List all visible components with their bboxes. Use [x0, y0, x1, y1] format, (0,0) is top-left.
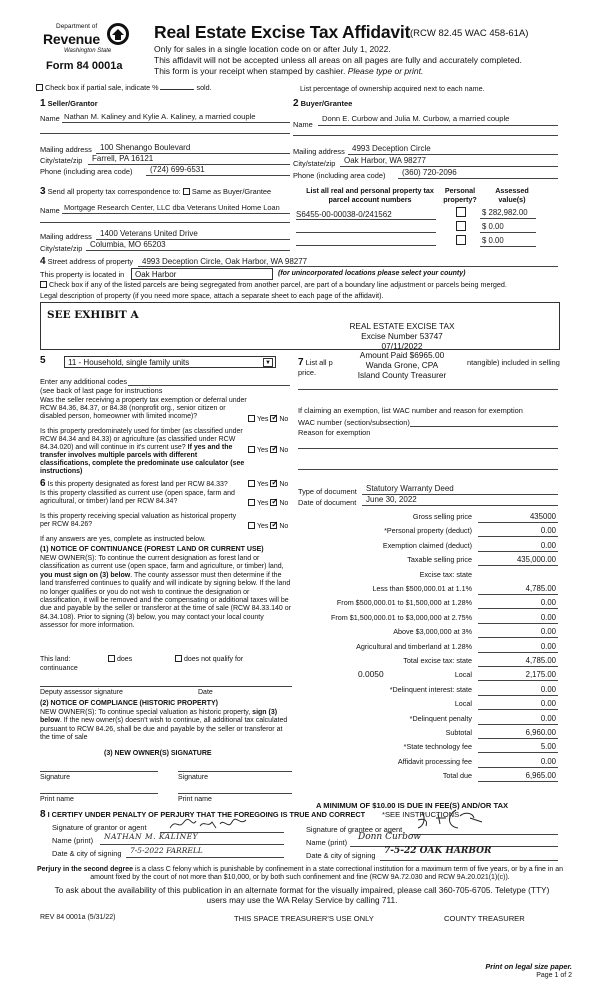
- doc-date-label: Date of document: [298, 498, 357, 507]
- does-label: does: [117, 656, 133, 663]
- exemption-no-checkbox[interactable]: [270, 415, 277, 422]
- exhibit-text: SEE EXHIBIT A: [47, 309, 139, 321]
- header-line3-wrap: [154, 66, 423, 76]
- tax-row-underline: [478, 652, 558, 653]
- seller-city-field[interactable]: Farrell, PA 16121: [92, 154, 154, 163]
- tax-row: [296, 656, 558, 668]
- segregated-row: [40, 281, 507, 290]
- tax-row-underline: [478, 594, 558, 595]
- forest-yes-checkbox[interactable]: [248, 480, 255, 487]
- form-citation: (RCW 82.45 WAC 458-61A): [410, 28, 529, 39]
- tax-row-underline: [478, 680, 558, 681]
- historic-yesno: [248, 522, 288, 532]
- sec7-number: 7: [298, 357, 304, 368]
- timber-no-label: No: [279, 447, 289, 454]
- same-as-buyer-checkbox[interactable]: [183, 188, 190, 195]
- perjury-note: [32, 866, 568, 882]
- does-not-option: [175, 655, 243, 665]
- tax-row-value[interactable]: 2,175.00: [525, 670, 556, 680]
- tax-row-label: Local: [454, 670, 472, 680]
- corr-section-number: 3: [40, 186, 46, 197]
- corr-mail-field[interactable]: 1400 Veterans United Drive: [100, 229, 198, 238]
- doc-date-field[interactable]: June 30, 2022: [366, 495, 417, 504]
- notice-compliance-text-a: NEW OWNER(S): To continue special valuation as historic property,: [40, 709, 251, 716]
- corr-city-field[interactable]: Columbia, MO 65203: [90, 240, 166, 249]
- historic-no-checkbox[interactable]: [270, 522, 277, 529]
- does-not-checkbox[interactable]: [175, 655, 182, 662]
- exemption-yes-label: Yes: [257, 416, 269, 423]
- tax-row-underline: [478, 551, 558, 552]
- claim-exemption-label: If claiming an exemption, list WAC number and reason for exemption: [298, 406, 523, 415]
- see-instructions: *SEE INSTRUCTIONS: [382, 810, 460, 819]
- notice-continuance-text-c: . The county assessor must then determine if the land transferred continues to qualify and will indicate by signing below. If the land no longer qualifies or you do not wish to continue the designation or classification, it will be removed and the compensating or additional taxes will be due and payable by the seller or transferor at the time of sale (RCW 84.33.140 or 84.34.108). Prior to signing (3) below, you may contact your local county assessor for more information.: [40, 571, 291, 630]
- tax-row-label: Above $3,000,000 at 3%: [393, 627, 472, 637]
- form-revision: REV 84 0001a (5/31/22): [40, 914, 116, 921]
- seller-heading-label: Seller/Grantor: [47, 99, 98, 108]
- stamp-line4: Amount Paid $6965.00: [359, 350, 445, 361]
- corr-name-label: Name: [40, 206, 60, 215]
- stamp-line1: REAL ESTATE EXCISE TAX: [349, 321, 455, 331]
- tax-row-underline: [478, 536, 558, 537]
- segregated-checkbox[interactable]: [40, 281, 47, 288]
- tax-row-underline: [478, 752, 558, 753]
- seller-mail-label: Mailing address: [40, 145, 92, 154]
- tax-row-label: Total excise tax: state: [403, 656, 472, 665]
- partial-pct-field[interactable]: [160, 89, 194, 90]
- seller-mail-field[interactable]: 100 Shenango Boulevard: [100, 143, 191, 152]
- if-yes-note: If any answers are yes, complete as instructed below.: [40, 536, 206, 543]
- exemption-no-label: No: [279, 416, 289, 423]
- assessed-value-3[interactable]: $ 0.00: [482, 236, 504, 245]
- sec8-number: 8: [40, 809, 46, 820]
- timber-yes-checkbox[interactable]: [248, 446, 255, 453]
- grantor-signature-scribble: [168, 816, 248, 832]
- ownership-note: List percentage of ownership acquired next to each name.: [300, 84, 485, 93]
- tax-row-underline: [478, 565, 558, 566]
- timber-question: [40, 428, 248, 476]
- tax-row-label: From $1,500,000.01 to $3,000,000 at 2.75%: [330, 612, 472, 622]
- street-section-number: 4: [40, 256, 46, 267]
- buyer-section-number: 2: [293, 98, 299, 109]
- grantee-signature-label-text: Signature of grantee or agent: [306, 825, 403, 834]
- buyer-phone-field[interactable]: (360) 720-2096: [402, 168, 457, 177]
- sec6-number: 6: [40, 478, 46, 489]
- corr-mail-label: Mailing address: [40, 232, 92, 241]
- historic-question: Is this property receiving special valuation as historical property per RCW 84.26?: [40, 513, 237, 529]
- grantee-signature-scribble: [412, 808, 496, 832]
- owner-signature-label-1: Signature: [40, 774, 70, 781]
- current-use-no-label: No: [279, 500, 289, 507]
- street-address-field[interactable]: 4993 Deception Circle, Oak Harbor, WA 98277: [142, 257, 308, 266]
- forest-land-question: Is this property designated as forest land per RCW 84.33?: [47, 481, 228, 488]
- tax-row-value[interactable]: 6,965.00: [525, 771, 556, 781]
- dor-state-text: Washington State: [64, 48, 112, 54]
- tax-row-value[interactable]: 0.00: [540, 699, 556, 709]
- personal-property-checkbox-1[interactable]: [456, 207, 466, 217]
- same-as-buyer-label: Same as Buyer/Grantee: [191, 187, 272, 196]
- located-note: (for unincorporated locations please select your county): [278, 270, 466, 277]
- buyer-heading: [293, 98, 352, 110]
- header-line3: This form is your receipt when stamped by cashier.: [154, 66, 346, 76]
- legal-paper-note: Print on legal size paper.: [485, 962, 572, 971]
- seller-phone-field[interactable]: (724) 699-6531: [150, 165, 205, 174]
- partial-sale-row: [36, 84, 212, 93]
- tax-row-value[interactable]: 0.00: [540, 641, 556, 651]
- seller-phone-label: Phone (including area code): [40, 167, 133, 176]
- tax-row: [296, 771, 558, 783]
- tax-row-underline: [478, 522, 558, 523]
- assessed-value-1[interactable]: $ 282,982.00: [482, 208, 528, 217]
- personal-property-col-header: Personal property?: [443, 186, 477, 204]
- corr-heading: [40, 186, 271, 198]
- street-label: Street address of property: [47, 257, 134, 266]
- tax-row-value[interactable]: 435000: [529, 512, 556, 521]
- form-number: Form 84 0001a: [46, 60, 123, 72]
- tax-row-value[interactable]: 5.00: [540, 742, 556, 752]
- tax-row: [296, 570, 558, 582]
- tax-row-value[interactable]: 0.00: [540, 598, 556, 608]
- tax-row: [296, 541, 558, 553]
- tax-row-underline: [478, 695, 558, 696]
- grantee-name-print[interactable]: Donn Curbow: [358, 832, 421, 842]
- deputy-signature-label: Deputy assessor signature: [40, 689, 123, 696]
- tax-row: [296, 757, 558, 769]
- notice-compliance-text-c: . If the new owner(s) doesn't wish to continue, all additional tax calculated pursuant to RCW 84.26, shall be due and payable by the seller or transferor at the time of sale: [40, 717, 288, 742]
- buyer-city-label: City/state/zip: [293, 159, 336, 168]
- form-title: Real Estate Excise Tax Affidavit: [154, 22, 411, 42]
- tax-row-value[interactable]: 435,000.00: [516, 555, 556, 565]
- tax-row: [296, 598, 558, 610]
- timber-question-bold: If yes and the transfer involves multiple parcels with different classifications, complete the predominate use calculator (see instructions): [40, 444, 245, 476]
- does-checkbox[interactable]: [108, 655, 115, 662]
- seller-city-label: City/state/zip: [40, 156, 83, 165]
- located-label: This property is located in: [40, 270, 125, 279]
- tax-row-label: Affidavit processing fee: [397, 756, 472, 766]
- perjury-note-text: is a class C felony which is punishable by confinement in a state correctional institution for a maximum term of five years, or by a fine in an amount fixed by the court of not more than $10,000, or by both such confinement and fine (RCW 9A.72.030 and RCW 9A.20.021(1)(c)).: [90, 866, 564, 882]
- tax-row-underline: [478, 709, 558, 710]
- tax-row-value[interactable]: 4,785.00: [525, 656, 556, 665]
- tax-row: [296, 512, 558, 524]
- tax-row: [296, 714, 558, 726]
- wac-label: WAC number (section/subsection): [298, 418, 410, 427]
- tax-row-value[interactable]: 0.00: [540, 612, 556, 622]
- partial-sale-checkbox[interactable]: [36, 84, 43, 91]
- chevron-down-icon: ▼: [263, 358, 273, 367]
- tax-row: [296, 670, 558, 682]
- tax-row: [296, 526, 558, 538]
- stamp-line3: 07/11/2022: [381, 340, 423, 351]
- corr-name-field[interactable]: Mortgage Research Center, LLC dba Veterans United Home Loan: [64, 203, 280, 212]
- timber-no-checkbox[interactable]: [270, 446, 277, 453]
- owner-print-name-label-1: Print name: [40, 796, 74, 803]
- tax-row-value[interactable]: 0.00: [540, 713, 556, 723]
- county-treasurer-label: COUNTY TREASURER: [444, 914, 525, 923]
- minimum-due-note: A MINIMUM OF $10.00 IS DUE IN FEE(S) AND/OR TAX: [316, 801, 509, 810]
- timber-yesno: [248, 446, 288, 456]
- sec5-number: 5: [40, 355, 46, 366]
- tax-row: [296, 742, 558, 754]
- sec7-text-a: List all p: [305, 358, 333, 367]
- tax-row: [296, 685, 558, 697]
- header-line1: Only for sales in a single location code on or after July 1, 2022.: [154, 44, 391, 54]
- notice-compliance-body: [40, 709, 292, 743]
- seller-heading: [40, 98, 98, 110]
- tax-row-value[interactable]: 0.00: [540, 526, 556, 536]
- tax-table: [296, 512, 558, 792]
- legal-desc-label: Legal description of property (if you need more space, attach a separate sheet to each page of the affidavit).: [40, 291, 384, 300]
- assessed-value-2[interactable]: $ 0.00: [482, 222, 504, 231]
- tax-row-label: Excise tax: state: [419, 569, 472, 579]
- tax-row-underline: [478, 767, 558, 768]
- tax-row-underline: [478, 781, 558, 782]
- segregated-label: Check box if any of the listed parcels are being segregated from another parcel, are part of a boundary line adjustment or parcels being merged.: [49, 280, 507, 289]
- grantor-signature-label: Signature of grantor or agent: [52, 823, 147, 832]
- tax-row-underline: [478, 623, 558, 624]
- tax-row: [296, 555, 558, 567]
- corr-city-label: City/state/zip: [40, 244, 83, 253]
- tax-row-underline: [478, 637, 558, 638]
- tax-row: [296, 728, 558, 740]
- tax-row-label: From $500,000.01 to $1,500,000 at 1.28%: [336, 598, 472, 608]
- current-use-yesno: [248, 499, 288, 509]
- header-line3-italic: Please type or print.: [347, 66, 424, 76]
- buyer-name-field[interactable]: Donn E. Curbow and Julia M. Curbow, a married couple: [322, 114, 510, 123]
- parcel-row-1[interactable]: S6455-00-00038-0/241562: [296, 210, 392, 219]
- tax-row: [296, 627, 558, 639]
- does-option: [108, 655, 132, 665]
- tax-row-value[interactable]: 0.00: [540, 540, 556, 550]
- grantor-date-city[interactable]: 7-5-2022 FARRELL: [130, 846, 203, 855]
- notice-compliance-title: (2) NOTICE OF COMPLIANCE (HISTORIC PROPERTY): [40, 700, 218, 707]
- buyer-city-field[interactable]: Oak Harbor, WA 98277: [344, 156, 426, 165]
- partial-sale-label: Check box if partial sale, indicate %: [45, 83, 159, 92]
- tax-row-underline: [478, 724, 558, 725]
- header-line2: This affidavit will not be accepted unless all areas on all pages are fully and accurately completed.: [154, 55, 522, 65]
- page-number: Page 1 of 2: [536, 972, 572, 979]
- personal-property-checkbox-2[interactable]: [456, 221, 466, 231]
- tax-row-value[interactable]: 0.00: [540, 627, 556, 637]
- tax-row-label: Local: [454, 699, 472, 709]
- personal-property-checkbox-3[interactable]: [456, 235, 466, 245]
- seller-name-label: Name: [40, 114, 60, 123]
- tax-row-label: Total due: [442, 771, 472, 781]
- dor-dept-text: Department of: [56, 23, 98, 30]
- continuance-label: continuance: [40, 665, 78, 672]
- tax-row-label: *State technology fee: [403, 742, 472, 752]
- buyer-phone-label: Phone (including area code): [293, 171, 386, 180]
- located-select[interactable]: Oak Harbor: [131, 268, 273, 280]
- buyer-heading-label: Buyer/Grantee: [300, 99, 353, 108]
- alt-format-note: To ask about the availability of this publication in an alternate format for the visually impaired, please call 360-705-6705. Teletype (TTY) users may use the WA Relay Service by calling 711.: [54, 885, 550, 905]
- grantor-date-city-label: Date & city of signing: [52, 849, 122, 858]
- exemption-yes-checkbox[interactable]: [248, 415, 255, 422]
- owner-print-name-label-2: Print name: [178, 796, 212, 803]
- doc-type-field[interactable]: Statutory Warranty Deed: [366, 484, 454, 493]
- tax-row-label: *Delinquent penalty: [409, 713, 472, 723]
- timber-question-text: Is this property predominately used for timber (as classified under RCW 84.34 and 84.33) or agriculture (as classified under RCW 84.34.020) and will continue in it's current use?: [40, 428, 243, 452]
- tax-row-label: Exemption claimed (deduct): [382, 540, 472, 550]
- grantee-name-print-label: Name (print): [306, 838, 348, 847]
- tax-row-label: Subtotal: [445, 728, 472, 737]
- does-not-label: does not qualify for: [184, 656, 244, 663]
- buyer-name-label: Name: [293, 120, 313, 129]
- tax-row-label: Taxable selling price: [407, 555, 472, 565]
- exemption-reason-label: Reason for exemption: [298, 428, 371, 437]
- notice-continuance-text-a: NEW OWNER(S): To continue the current designation as forest land or classification as current use (open space, farm and agriculture, or timber) land,: [40, 555, 284, 571]
- additional-codes-label: Enter any additional codes: [40, 377, 128, 386]
- grantor-name-print-label: Name (print): [52, 836, 94, 845]
- historic-yes-label: Yes: [257, 523, 269, 530]
- dor-logo-mark: [106, 23, 130, 45]
- tax-row-underline: [478, 738, 558, 739]
- new-owner-signature-title: (3) NEW OWNER(S) SIGNATURE: [104, 750, 212, 757]
- grantee-signature[interactable]: [412, 808, 496, 834]
- certify-text: I CERTIFY UNDER PENALTY OF PERJURY THAT THE FOREGOING IS TRUE AND CORRECT: [47, 810, 366, 819]
- stamp-line2: Excise Number 53747: [361, 330, 443, 341]
- current-use-yes-label: Yes: [257, 500, 269, 507]
- tax-row-underline: [478, 666, 558, 667]
- exemption-yesno: [248, 415, 288, 425]
- buyer-mail-field[interactable]: 4993 Deception Circle: [352, 144, 431, 153]
- deputy-date-label: Date: [198, 689, 213, 696]
- stamp-line5: Wanda Grone, CPA: [365, 360, 439, 371]
- local-rate: 0.0050: [358, 669, 384, 679]
- tax-row: [296, 613, 558, 625]
- current-use-question: Is this property classified as current use (open space, farm and agricultural, or timber) land per RCW 84.34?: [40, 490, 235, 506]
- sec7-price: price.: [298, 368, 317, 377]
- tax-row-underline: [478, 608, 558, 609]
- sec7-text-b: ntangible) included in selling: [467, 358, 560, 367]
- tax-row-value[interactable]: 4,785.00: [525, 584, 556, 593]
- historic-yes-checkbox[interactable]: [248, 522, 255, 529]
- exemption-question: Was the seller receiving a property tax exemption or deferral under RCW 84.36, 84.37, or 84.38 (nonprofit org., senior citizen or disabled person, homeowner with limited income)?: [40, 397, 247, 421]
- forest-no-checkbox[interactable]: [270, 480, 277, 487]
- current-use-yes-checkbox[interactable]: [248, 499, 255, 506]
- grantee-date-city-label: Date & city of signing: [306, 851, 376, 860]
- stamp-line6: Island County Treasurer: [357, 369, 447, 380]
- notice-compliance-text-b: sign (3) below: [40, 709, 278, 725]
- tax-row-value[interactable]: 0.00: [540, 684, 556, 694]
- notice-continuance-body: [40, 555, 292, 631]
- buyer-mail-label: Mailing address: [293, 147, 345, 156]
- treasurer-stamp: [318, 322, 486, 381]
- seller-name-field[interactable]: Nathan M. Kaliney and Kylie A. Kaliney, a married couple: [64, 112, 256, 121]
- corr-label: Send all property tax correspondence to:: [47, 187, 181, 196]
- notice-continuance-text-b: you must sign on (3) below: [40, 571, 131, 579]
- dor-revenue-text: Revenue: [43, 31, 100, 47]
- grantee-date-city[interactable]: 7-5-22 OAK HARBOR: [384, 846, 492, 856]
- partial-sold-label: sold.: [196, 83, 212, 92]
- grantor-name-print[interactable]: NATHAN M. KALINEY: [104, 832, 199, 841]
- notice-continuance-title: (1) NOTICE OF CONTINUANCE (FOREST LAND OR CURRENT USE): [40, 546, 264, 553]
- see-back-label: (see back of last page for instructions: [40, 386, 163, 395]
- tax-row-label: Less than $500,000.01 at 1.1%: [372, 584, 472, 593]
- seller-section-number: 1: [40, 98, 46, 109]
- perjury-note-bold: Perjury in the second degree: [36, 866, 134, 873]
- historic-no-label: No: [279, 523, 289, 530]
- this-land-label: This land:: [40, 656, 71, 663]
- tax-row-label: *Delinquent interest: state: [389, 684, 472, 694]
- parcels-col-header: List all real and personal property tax parcel account numbers: [306, 186, 434, 204]
- tax-row: [296, 584, 558, 596]
- tax-row-label: Gross selling price: [412, 512, 472, 521]
- tax-row-label: Agricultural and timberland at 1.28%: [356, 641, 472, 651]
- treasurer-only-label: THIS SPACE TREASURER'S USE ONLY: [234, 914, 374, 923]
- timber-yes-label: Yes: [257, 447, 269, 454]
- forest-yesno: [248, 480, 288, 490]
- land-use-value: 11 - Household, single family units: [68, 358, 190, 367]
- tax-row: [296, 642, 558, 654]
- tax-row-value[interactable]: 0.00: [540, 756, 556, 766]
- forest-yes-label: Yes: [257, 481, 269, 488]
- tax-row-value[interactable]: 6,960.00: [525, 728, 556, 737]
- forest-no-label: No: [279, 481, 289, 488]
- current-use-no-checkbox[interactable]: [270, 499, 277, 506]
- tax-row: [296, 699, 558, 711]
- land-use-select[interactable]: [64, 356, 276, 368]
- assessed-value-col-header: Assessed value(s): [495, 186, 529, 204]
- doc-type-label: Type of document: [298, 487, 357, 496]
- tax-row-label: *Personal property (deduct): [384, 526, 472, 536]
- street-row: [40, 256, 133, 268]
- owner-signature-label-2: Signature: [178, 774, 208, 781]
